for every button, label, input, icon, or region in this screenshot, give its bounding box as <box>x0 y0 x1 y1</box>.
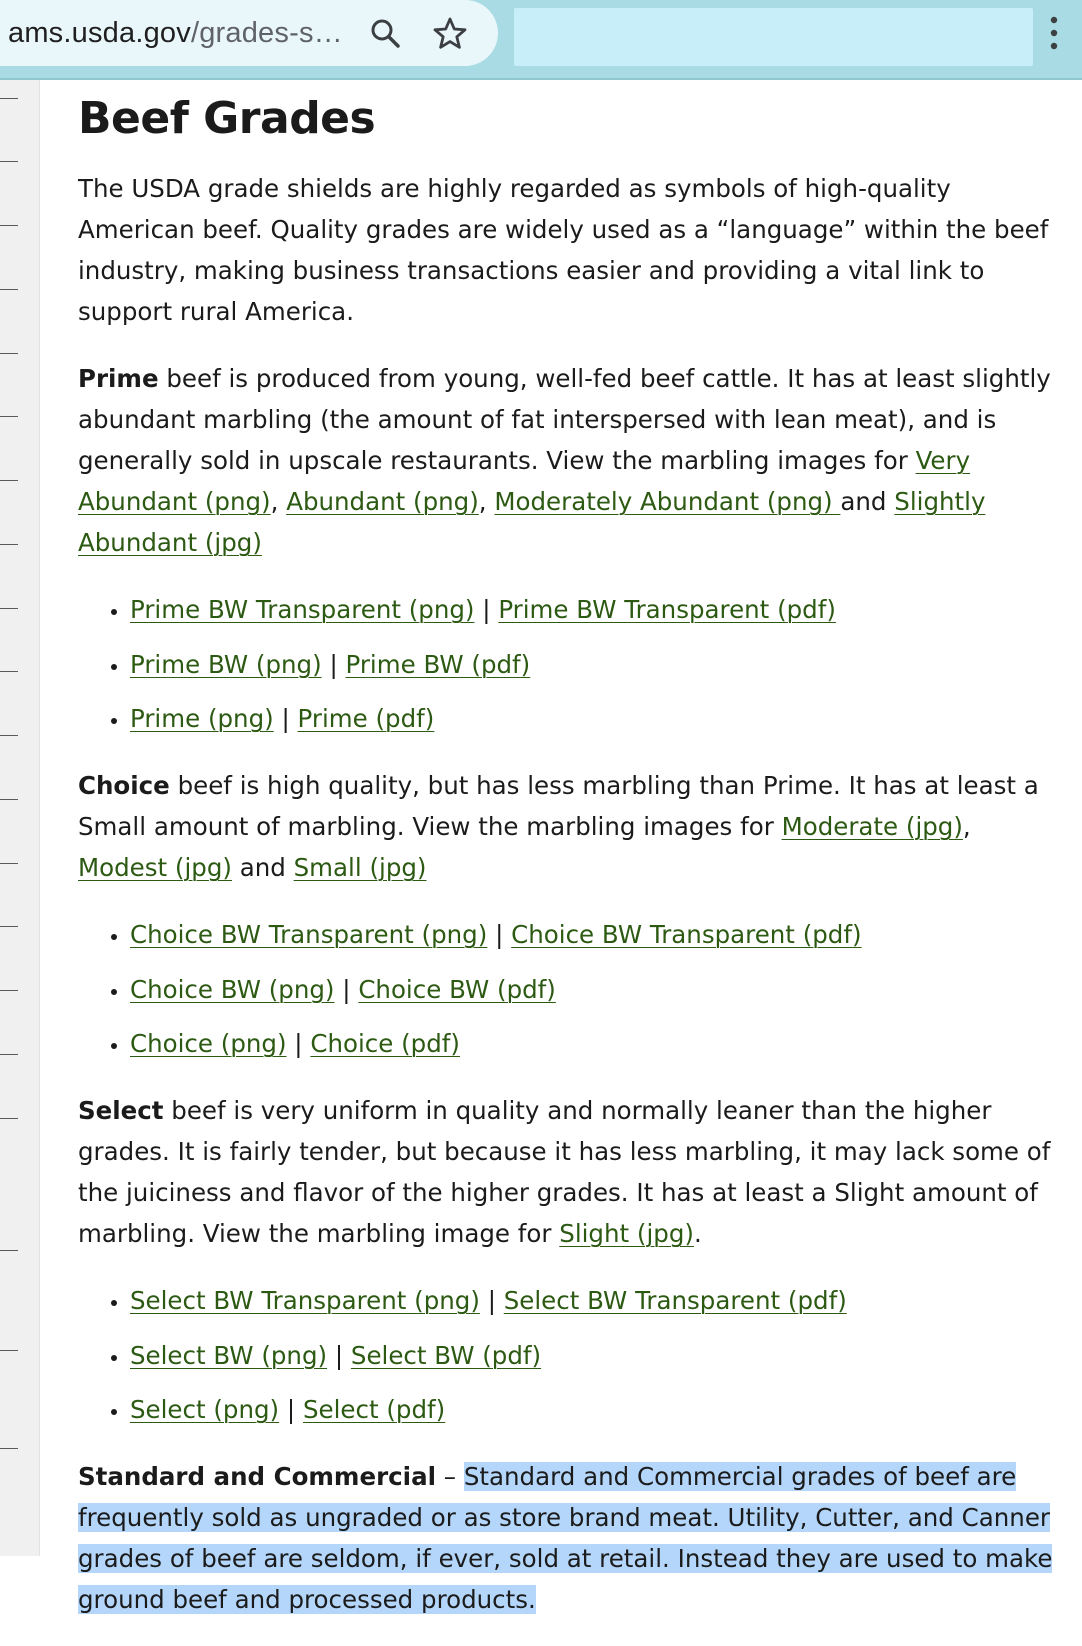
gutter-tick <box>0 1054 18 1055</box>
link-select-bw-transparent-png[interactable]: Select BW Transparent (png) <box>130 1286 480 1315</box>
gutter-tick <box>0 225 18 226</box>
and-text: and <box>231 853 294 882</box>
gutter-tick <box>0 1118 18 1119</box>
link-choice-bw-transparent-png[interactable]: Choice BW Transparent (png) <box>130 920 488 949</box>
link-select-bw-pdf[interactable]: Select BW (pdf) <box>350 1340 542 1370</box>
choice-term: Choice <box>78 771 170 800</box>
select-text: beef is very uniform in quality and normally leaner than the higher grades. It is fairly tender, but because it has less marbling, it may lack some of the juiciness and flavor of the higher grades. It has at least a Slight amount of marbling. View the marbling image for <box>78 1096 1051 1248</box>
link-prime-png[interactable]: Prime (png) <box>130 704 274 733</box>
left-gutter <box>0 80 40 1556</box>
browser-menu-icon[interactable] <box>1040 14 1068 54</box>
link-select-pdf[interactable]: Select (pdf) <box>302 1395 446 1424</box>
list-item <box>130 1335 1063 1376</box>
list-item <box>130 589 1063 630</box>
prime-text: beef is produced from young, well-fed beef cattle. It has at least slightly abundant marbling (the amount of fat interspersed with lean meat), and is generally sold in upscale restaurants. View the marbling images for <box>78 364 1051 475</box>
gutter-tick <box>0 608 18 609</box>
gutter-tick <box>0 416 18 417</box>
separator: | <box>334 974 359 1004</box>
dash: – <box>436 1462 464 1491</box>
prime-paragraph <box>78 358 1063 563</box>
gutter-tick <box>0 1250 18 1251</box>
gutter-tick <box>0 1350 18 1351</box>
url-path: /grades-s… <box>190 17 343 49</box>
link-select-png[interactable]: Select (png) <box>130 1395 280 1424</box>
gutter-tick <box>0 289 18 290</box>
search-icon[interactable] <box>366 14 406 54</box>
gutter-tick <box>0 98 18 99</box>
separator: | <box>273 704 298 733</box>
link-moderate[interactable]: Moderate (jpg) <box>781 812 963 841</box>
list-item <box>130 914 1063 955</box>
link-slightly-abundant[interactable]: Slightly Abundant (jpg) <box>78 487 986 557</box>
standard-term: Standard and Commercial <box>78 1462 437 1491</box>
intro-paragraph: The USDA grade shields are highly regarded as symbols of high-quality American beef. Quality grades are widely used as a “language” within the beef industry, making business transactions easier and providing a vital link to support rural America. <box>78 174 1049 326</box>
gutter-tick <box>0 671 18 672</box>
link-prime-pdf[interactable]: Prime (pdf) <box>297 704 435 733</box>
separator: | <box>279 1395 303 1424</box>
separator: | <box>479 1286 504 1315</box>
link-choice-bw-transparent-pdf[interactable]: Choice BW Transparent (pdf) <box>511 920 862 949</box>
list-item <box>130 1389 1063 1430</box>
gutter-tick <box>0 926 18 927</box>
gutter-tick <box>0 1448 18 1449</box>
select-download-list <box>78 1280 1063 1430</box>
prime-download-list <box>78 589 1063 739</box>
link-moderately-abundant[interactable]: Moderately Abundant (png) <box>494 487 841 516</box>
link-choice-png[interactable]: Choice (png) <box>130 1029 287 1058</box>
list-item <box>130 698 1063 739</box>
list-item <box>130 644 1063 685</box>
page-title: Beef Grades <box>78 93 376 144</box>
url-host: ams.usda.gov <box>8 17 191 49</box>
gutter-tick <box>0 990 18 991</box>
bookmark-star-icon[interactable] <box>430 14 470 54</box>
link-choice-pdf[interactable]: Choice (pdf) <box>310 1029 460 1058</box>
gutter-tick <box>0 353 18 354</box>
comma: , <box>962 812 971 841</box>
choice-text: beef is high quality, but has less marbling than Prime. It has at least a Small amount of marbling. View the marbling images for <box>78 771 1039 841</box>
link-prime-bw-pdf[interactable]: Prime BW (pdf) <box>345 649 531 679</box>
link-select-bw-transparent-pdf[interactable]: Select BW Transparent (pdf) <box>503 1286 847 1315</box>
gutter-tick <box>0 480 18 481</box>
choice-paragraph <box>78 765 1063 888</box>
link-very-abundant[interactable]: Very Abundant (png) <box>78 446 971 516</box>
link-choice-bw-pdf[interactable]: Choice BW (pdf) <box>358 974 556 1004</box>
main-content <box>78 92 1063 1646</box>
address-bar[interactable] <box>0 0 498 66</box>
and-text: and <box>840 487 895 516</box>
link-modest[interactable]: Modest (jpg) <box>78 853 232 882</box>
link-choice-bw-png[interactable]: Choice BW (png) <box>130 974 335 1004</box>
list-item <box>130 1280 1063 1321</box>
link-select-bw-png[interactable]: Select BW (png) <box>130 1340 328 1370</box>
separator: | <box>321 649 346 679</box>
link-prime-bw-png[interactable]: Prime BW (png) <box>130 649 322 679</box>
link-slight[interactable]: Slight (jpg) <box>559 1219 694 1248</box>
prime-term: Prime <box>78 364 159 393</box>
separator: | <box>474 595 499 624</box>
select-paragraph <box>78 1090 1063 1254</box>
gutter-tick <box>0 735 18 736</box>
separator: | <box>286 1029 311 1058</box>
comma: , <box>270 487 287 516</box>
browser-toolbar <box>0 0 1082 80</box>
gutter-tick <box>0 161 18 162</box>
url-text[interactable] <box>8 14 343 52</box>
gutter-tick <box>0 799 18 800</box>
link-abundant[interactable]: Abundant (png) <box>286 487 479 516</box>
comma: , <box>478 487 495 516</box>
selected-text[interactable]: Standard and Commercial grades of beef are frequently sold as ungraded or as store brand meat. Utility, Cutter, and Canner grades of beef are seldom, if ever, sold at retail. Instead they are used to make ground beef and processed products. <box>78 1462 1053 1614</box>
link-prime-bw-transparent-pdf[interactable]: Prime BW Transparent (pdf) <box>498 595 836 624</box>
extension-area[interactable] <box>514 8 1033 66</box>
link-prime-bw-transparent-png[interactable]: Prime BW Transparent (png) <box>130 595 475 624</box>
separator: | <box>487 920 512 949</box>
choice-download-list <box>78 914 1063 1064</box>
gutter-tick <box>0 863 18 864</box>
period: . <box>693 1219 702 1248</box>
link-small[interactable]: Small (jpg) <box>293 853 427 882</box>
list-item <box>130 969 1063 1010</box>
standard-paragraph <box>78 1456 1063 1620</box>
separator: | <box>327 1340 351 1370</box>
list-item <box>130 1023 1063 1064</box>
gutter-tick <box>0 544 18 545</box>
select-term: Select <box>78 1096 164 1125</box>
